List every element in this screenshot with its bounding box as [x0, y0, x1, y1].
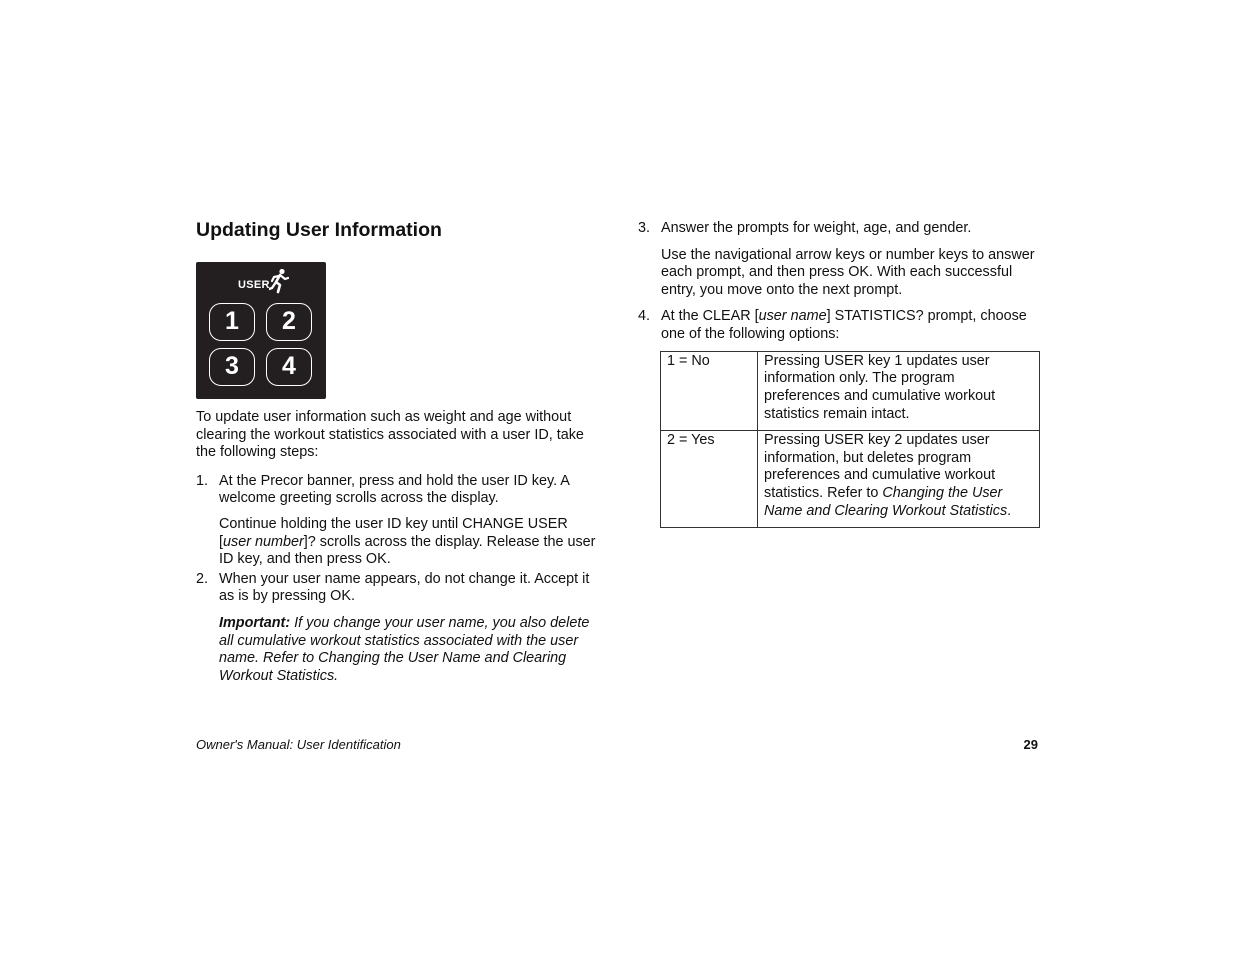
option-desc-reference: Changing the User Name and Clearing Workout Statistics — [764, 485, 1008, 519]
step-text: When your user name appears, do not change it. Accept it as is by pressing OK. — [219, 570, 590, 605]
page-number: 29 — [1023, 737, 1038, 752]
option-desc-text: . — [1007, 502, 1012, 519]
keypad-key-3: 3 — [209, 348, 255, 386]
step-detail: Use the navigational arrow keys or number keys to answer each prompt, and then press OK. With each successful entry, you move onto the next prompt. — [661, 246, 1035, 298]
important-text: If you change your user name, you also delete all cumulative workout statistics associated with the user name. Refer to Changing the User Name and Clearing Workout Statistics. — [219, 614, 590, 684]
keypad-key-4: 4 — [266, 348, 312, 386]
intro-paragraph: To update user information such as weight and age without clearing the workout statistics associated with a user ID, take the following steps: — [196, 409, 584, 461]
section-heading: Updating User Information — [196, 219, 442, 241]
keypad-key-2: 2 — [266, 303, 312, 341]
user-keypad-illustration — [196, 262, 326, 399]
step-text-part: At the CLEAR [ — [661, 308, 759, 325]
keypad-user-label: USER — [238, 279, 270, 291]
option-key-cell: 2 = Yes — [661, 430, 758, 527]
step-number: 1. — [196, 472, 209, 489]
step-3 — [638, 220, 1043, 299]
step-1 — [196, 473, 596, 569]
table-row — [661, 351, 1040, 430]
step-text: Answer the prompts for weight, age, and gender. — [661, 220, 972, 236]
step-text-part: ] STATISTICS? prompt, choose one of the following options: — [661, 308, 1027, 342]
option-key-cell: 1 = No — [661, 351, 758, 430]
option-desc-text: Pressing USER key 2 updates user information, but deletes program preferences and cumulative workout statistics. Refer to — [764, 431, 996, 502]
important-label: Important: — [219, 614, 291, 631]
step-detail-text: ]? scrolls across the display. Release the user ID key, and then press OK. — [219, 533, 596, 568]
step-detail-text: Continue holding the user ID key until CHANGE USER [ — [219, 515, 568, 550]
step-detail-variable: user number — [223, 533, 304, 550]
running-person-icon — [269, 268, 289, 302]
footer-title: Owner's Manual: User Identification — [196, 737, 401, 752]
left-column — [196, 218, 596, 685]
right-column — [638, 220, 1043, 528]
option-desc-cell: Pressing USER key 1 updates user information only. The program preferences and cumulative workout statistics remain intact. — [758, 351, 1040, 430]
step-text — [661, 308, 1043, 343]
step-number: 2. — [196, 570, 209, 587]
keypad-key-1: 1 — [209, 303, 255, 341]
step-detail — [219, 516, 596, 569]
step-text-variable: user name — [758, 308, 827, 325]
step-4 — [638, 308, 1043, 343]
step-text: At the Precor banner, press and hold the user ID key. A welcome greeting scrolls across the display. — [219, 472, 570, 507]
important-note — [219, 615, 596, 685]
options-table — [660, 351, 1040, 528]
step-number: 4. — [638, 308, 651, 325]
step-2 — [196, 571, 596, 686]
step-number: 3. — [638, 220, 651, 236]
table-row — [661, 430, 1040, 527]
option-desc-cell — [758, 430, 1040, 527]
